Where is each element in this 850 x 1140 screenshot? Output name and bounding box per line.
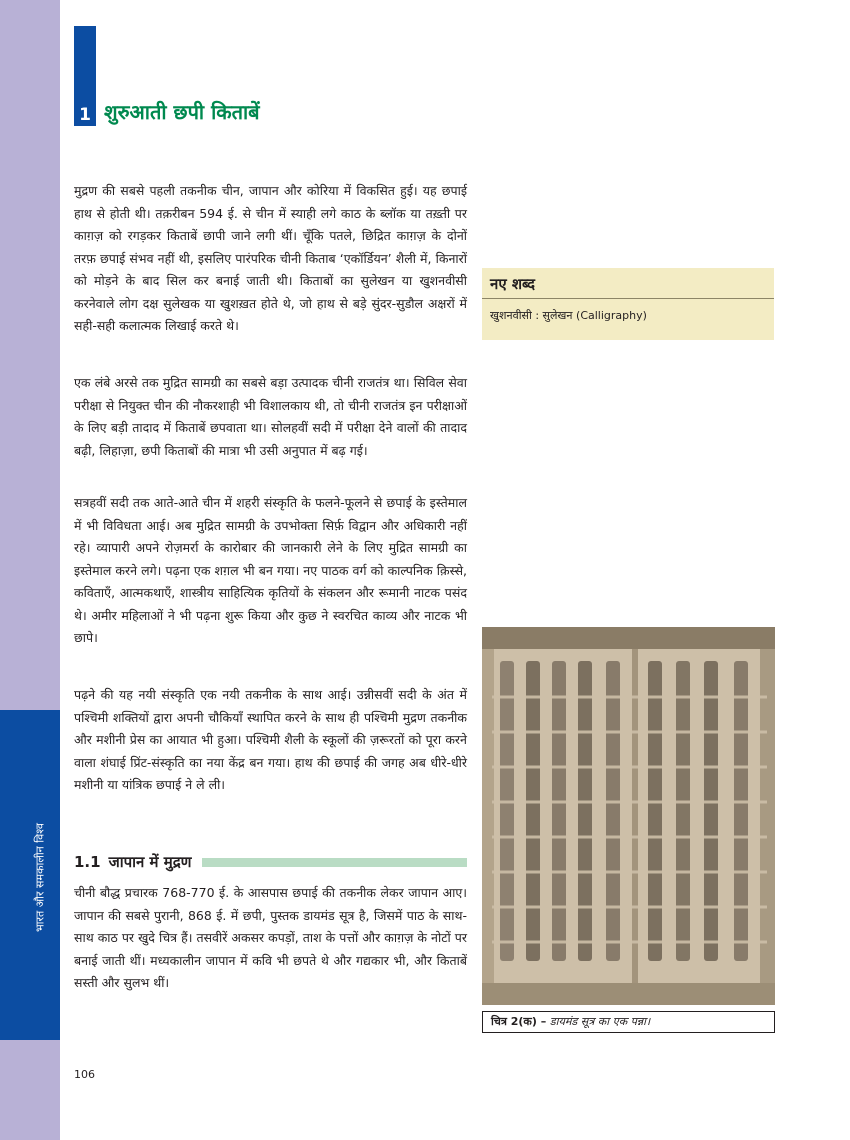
sidebar-book-title: भारत और समकालीन विश्व <box>33 822 47 933</box>
figure-caption <box>482 1011 775 1033</box>
chapter-title: शुरुआती छपी किताबें <box>104 100 260 124</box>
sidebar-blue-band <box>0 710 60 1040</box>
section-paragraph <box>74 882 467 995</box>
diamond-sutra-image <box>482 627 775 1005</box>
paragraph-text: पढ़ने की यह नयी संस्कृति एक नयी तकनीक के साथ आई। उन्नीसवीं सदी के अंत में पश्चिमी शक्तियों द्वारा अपनी चौकियाँ स्थापित करने के साथ ही पश्चिमी मुद्रण तकनीक और मशीनी प्रेस का आयात भी हुआ। पश्चिमी शैली के स्कूलों की ज़रूरतों को पूरा करने वाला शंघाई प्रिंट-संस्कृति का नया केंद्र बन गया। हाथ की छपाई की जगह अब धीरे-धीरे मशीनी या यांत्रिक छपाई ने ले ली। <box>74 687 467 792</box>
section-heading <box>74 852 467 872</box>
paragraph-text: सत्रहवीं सदी तक आते-आते चीन में शहरी संस्कृति के फलने-फूलने से छपाई के इस्तेमाल में भी विविधता आई। अब मुद्रित सामग्री के उपभोक्ता सिर्फ़ विद्वान और अधिकारी नहीं रहे। व्यापारी अपने रोज़मर्रा के कारोबार की जानकारी लेने के लिए मुद्रित सामग्री का इस्तेमाल करने लगे। पढ़ना एक शग़ल भी बन गया। नए पाठक वर्ग को काल्पनिक क़िस्से, कविताएँ, आत्मकथाएँ, शास्त्रीय साहित्यिक कृतियों के संकलन और रूमानी नाटक पसंद थे। अमीर महिलाओं ने भी पढ़ना शुरू किया और कुछ ने स्वरचित काव्य और नाटक भी छापे। <box>74 495 467 645</box>
paragraph-text: एक लंबे अरसे तक मुद्रित सामग्री का सबसे बड़ा उत्पादक चीनी राजतंत्र था। सिविल सेवा परीक्षा से नियुक्त चीन की नौकरशाही भी विशालकाय थी, तो चीनी राजतंत्र इन परीक्षाओं के लिए बड़ी तादाद में किताबें छपवाता था। सोलहवीं सदी में परीक्षा देने वालों की तादाद बढ़ी, लिहाज़ा, छपी किताबों की मात्रा भी उसी अनुपात में बढ़ गई। <box>74 375 467 458</box>
paragraph-1 <box>74 180 467 338</box>
glossary-box <box>482 268 774 340</box>
glossary-entry: खुशनवीसी : सुलेखन (Calligraphy) <box>490 309 647 322</box>
section-title: जापान में मुद्रण <box>108 853 192 871</box>
glossary-title: नए शब्द <box>490 275 536 293</box>
caption-label: चित्र 2(क) – <box>491 1015 547 1028</box>
chapter-number: 1 <box>79 105 91 125</box>
caption-text: डायमंड सूत्र का एक पन्ना। <box>549 1015 651 1028</box>
glossary-divider <box>482 298 774 299</box>
paragraph-2 <box>74 372 467 462</box>
paragraph-text: मुद्रण की सबसे पहली तकनीक चीन, जापान और कोरिया में विकसित हुई। यह छपाई हाथ से होती थी। तक़रीबन 594 ई. से चीन में स्याही लगे काठ के ब्लॉक या तख़्ती पर काग़ज़ को रगड़कर किताबें छापी जाने लगी थीं। चूँकि पतले, छिद्रित काग़ज़ के दोनों तरफ़ छपाई संभव नहीं थी, इसलिए पारंपरिक चीनी किताब ‘एकॉर्डियन’ शैली में, किनारों को मोड़ने के बाद सिल कर बनाई जाती थी। किताबों का सुलेखन या खुशनवीसी करनेवाले लोग दक्ष सुलेखक या खुशख़त होते थे, जो हाथ से बड़े सुंदर-सुडौल अक्षरों में सही-सही कलात्मक लिखाई करते थे। <box>74 183 467 333</box>
section-number: 1.1 <box>74 853 101 871</box>
paragraph-4 <box>74 684 467 797</box>
paragraph-3 <box>74 492 467 650</box>
paragraph-text: चीनी बौद्ध प्रचारक 768-770 ई. के आसपास छपाई की तकनीक लेकर जापान आए। जापान की सबसे पुरानी, 868 ई. में छपी, पुस्तक डायमंड सूत्र है, जिसमें पाठ के साथ-साथ काठ पर खुदे चित्र हैं। तसवीरें अकसर कपड़ों, ताश के पत्तों और काग़ज़ के नोटों पर बनाई जाती थीं। मध्यकालीन जापान में कवि भी छपते थे और गद्यकार भी, और किताबें सस्ती और सुलभ थीं। <box>74 885 467 990</box>
page-number: 106 <box>74 1068 95 1081</box>
section-rule <box>202 858 467 867</box>
